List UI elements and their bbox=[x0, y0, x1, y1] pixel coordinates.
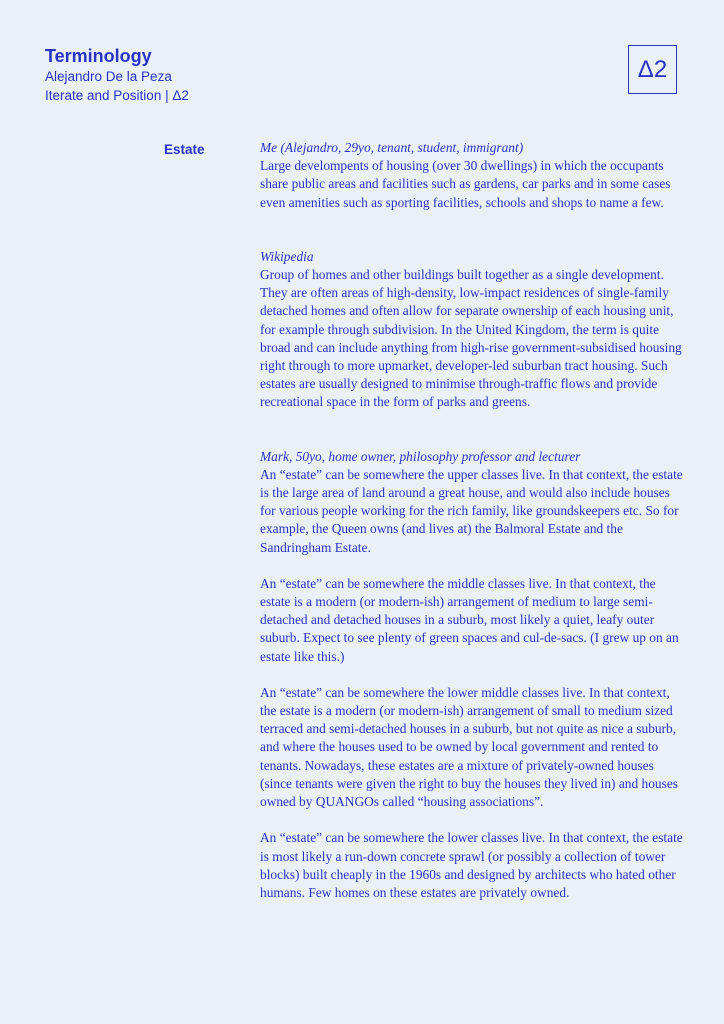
document-header bbox=[45, 45, 189, 105]
definition-block bbox=[260, 248, 685, 412]
delta2-logo bbox=[628, 45, 677, 94]
definition-paragraph: Large develompents of housing (over 30 dwellings) in which the occupants share public areas and facilities such as gardens, car parks and in some cases even amenities such as sporting facilities, schools and shops to name a few. bbox=[260, 158, 671, 210]
logo-text: Δ2 bbox=[637, 55, 668, 83]
definitions-column bbox=[260, 139, 685, 902]
definition-block bbox=[260, 448, 685, 902]
definition-source: Me (Alejandro, 29yo, tenant, student, immigrant) bbox=[260, 140, 524, 155]
project-subtitle: Iterate and Position | Δ2 bbox=[45, 88, 189, 103]
definition-paragraph: An “estate” can be somewhere the upper classes live. In that context, the estate is the large area of land around a great house, and would also include houses for various people working for the rich family, like groundskeepers etc. So for example, the Queen owns (and lives at) the Balmoral Estate and the Sandringham Estate. bbox=[260, 466, 683, 555]
page-title: Terminology bbox=[45, 46, 152, 66]
definition-source: Mark, 50yo, home owner, philosophy professor and lecturer bbox=[260, 448, 581, 464]
term-heading: Estate bbox=[164, 142, 205, 157]
definition-paragraph: An “estate” can be somewhere the lower middle classes live. In that context, the estate is a modern (or modern-ish) arrangement of small to medium sized terraced and semi-detached houses in a suburb, but not quite as nice a suburb, and where the houses used to be owned by local government and rented to tenants. Nowadays, these estates are a mixture of privately-owned houses (since tenants were given the right to buy the houses they lived in) and houses owned by QUANGOs called “housing associations”. bbox=[260, 684, 678, 810]
definition-paragraph: An “estate” can be somewhere the lower classes live. In that context, the estate is most likely a run-down concrete sprawl (or possibly a collection of tower blocks) built cheaply in the 1960s and designed by architects who hated other humans. Few homes on these estates are privately owned. bbox=[260, 830, 683, 900]
definition-paragraph: Group of homes and other buildings built together as a single development. They are often areas of high-density, low-impact residences of single-family detached homes and often allow for separate ownership of each housing unit, for example through subdivision. In the United Kingdom, the term is quite broad and can include anything from high-rise government-subsidised housing right through to more upmarket, developer-led suburban tract housing. Such estates are usually designed to minimise through-traffic flows and provide recreational space in the form of parks and greens. bbox=[260, 267, 682, 410]
definition-source: Wikipedia bbox=[260, 248, 314, 264]
definition-block bbox=[260, 139, 685, 212]
author-name: Alejandro De la Peza bbox=[45, 69, 172, 84]
definition-paragraph: An “estate” can be somewhere the middle classes live. In that context, the estate is a modern (or modern-ish) arrangement of medium to large semi-detached and detached houses in a suburb, most likely a quiet, leafy outer suburb. Expect to see plenty of green spaces and cul-de-sacs. (I grew up on an estate like this.) bbox=[260, 575, 679, 664]
